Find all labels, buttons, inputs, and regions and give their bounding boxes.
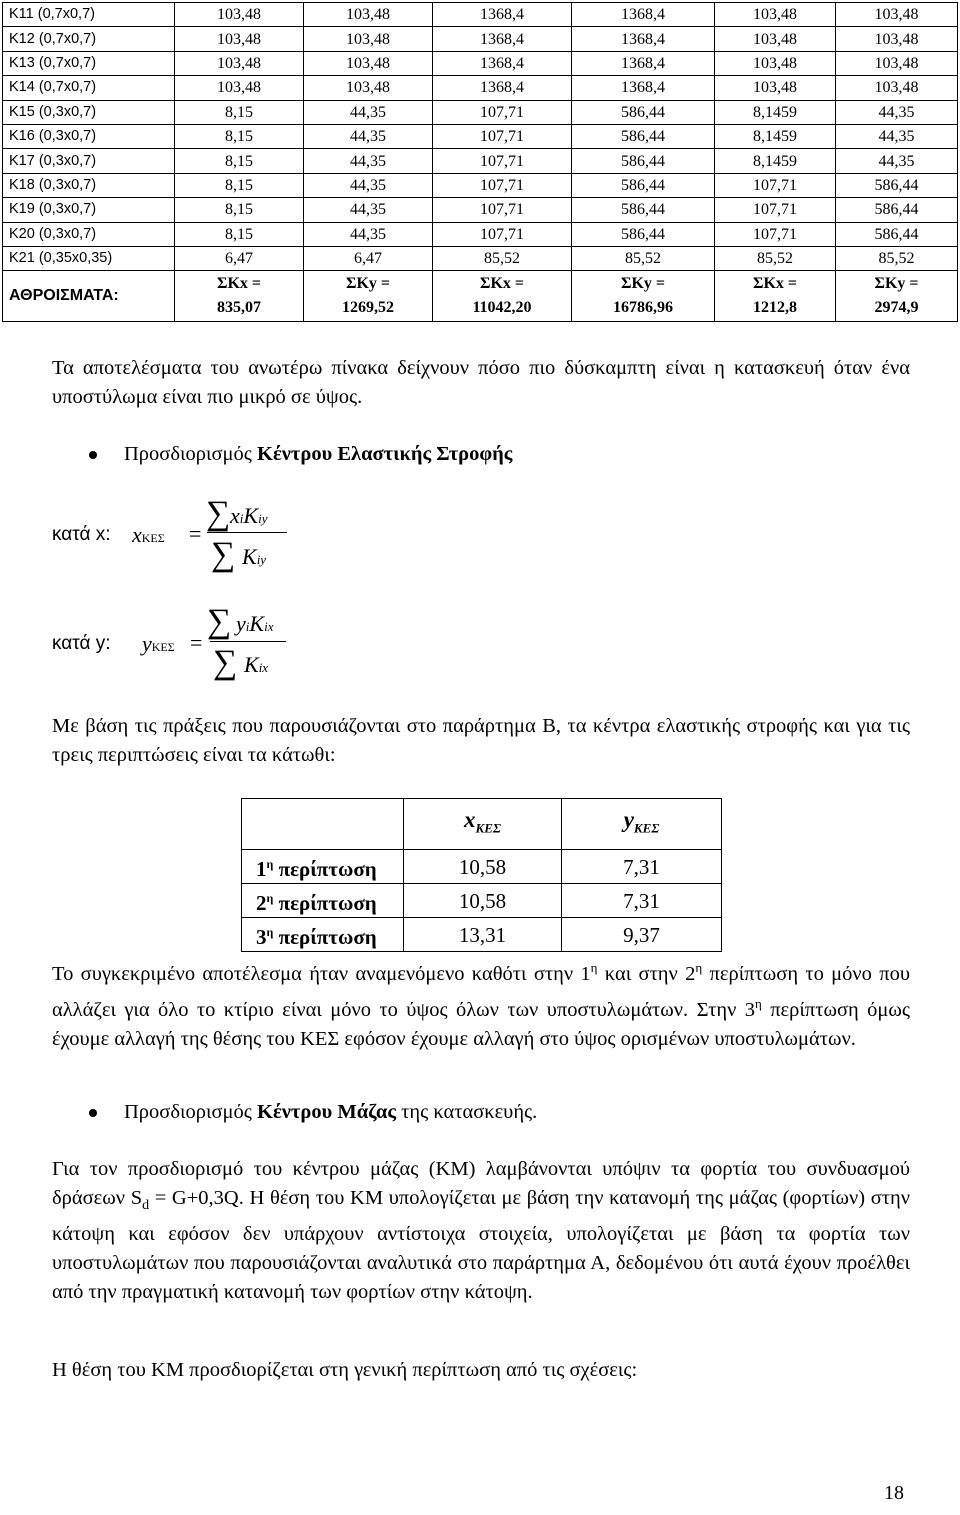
bullet-elastic-center: Προσδιορισμός Κέντρου Ελαστικής Στροφής xyxy=(124,443,513,465)
table-cell: 103,48 xyxy=(175,27,304,51)
table-cell: 586,44 xyxy=(572,173,715,197)
table-cell: 1368,4 xyxy=(572,51,715,75)
table-cell: 44,35 xyxy=(304,100,433,124)
table-cell: 8,15 xyxy=(175,198,304,222)
row-label: K11 (0,7x0,7) xyxy=(3,3,175,27)
table-cell: 103,48 xyxy=(715,76,836,100)
table-cell: 107,71 xyxy=(715,222,836,246)
bullet-icon xyxy=(89,1109,97,1117)
table-cell: 103,48 xyxy=(304,76,433,100)
sum-cell: ΣΚx = 11042,20 xyxy=(433,271,572,322)
table-cell: 586,44 xyxy=(572,198,715,222)
table-row xyxy=(3,3,958,27)
table-cell: 85,52 xyxy=(836,246,958,270)
table-cell: 44,35 xyxy=(304,198,433,222)
table-cell: 586,44 xyxy=(572,124,715,148)
table-cell: 103,48 xyxy=(836,27,958,51)
table-row xyxy=(3,173,958,197)
col-header-x: $x_{KE\Sigma}$ xyxy=(404,799,562,850)
table-cell: 586,44 xyxy=(836,173,958,197)
table-cell: 103,48 xyxy=(715,27,836,51)
sum-row xyxy=(3,271,958,322)
table-cell: 107,71 xyxy=(433,173,572,197)
row-label: K18 (0,3x0,7) xyxy=(3,173,175,197)
results-paragraph: Τα αποτελέσματα του ανωτέρω πίνακα δείχνουν πόσο πιο δύσκαμπτη είναι η κατασκευή όταν ένα υποστύλωμα είναι πιο μικρό σε ύψος. xyxy=(52,357,910,408)
table-row xyxy=(3,76,958,100)
sum-icon: ∑ xyxy=(207,603,232,640)
row-label: K21 (0,35x0,35) xyxy=(3,246,175,270)
table-cell: 107,71 xyxy=(433,198,572,222)
table-cell: 44,35 xyxy=(304,149,433,173)
table-row xyxy=(3,124,958,148)
sum-cell: ΣΚx = 835,07 xyxy=(175,271,304,322)
table-row xyxy=(3,149,958,173)
sum-icon: ∑ xyxy=(211,536,236,573)
table-cell: 107,71 xyxy=(715,198,836,222)
table-cell: 6,47 xyxy=(304,246,433,270)
table-row xyxy=(3,100,958,124)
table-cell: 1368,4 xyxy=(572,27,715,51)
table-cell: 1368,4 xyxy=(572,3,715,27)
table-cell: 107,71 xyxy=(433,124,572,148)
table-cell: 1368,4 xyxy=(572,76,715,100)
bullet-mass-center: Προσδιορισμός Κέντρου Μάζας της κατασκευής. xyxy=(124,1101,538,1123)
expected-paragraph: Το συγκεκριμένο αποτέλεσμα ήταν αναμενόμενο καθότι στην $1^\eta$ και στην $2^\eta$ περίπτωση το μόνο που αλλάζει για όλο το κτίριο είναι μόνο το ύψος όλων των υποστυλωμάτων. Στην $3^\eta$ περίπτωση όμως έχουμε αλλαγή της θέσης του ΚΕΣ εφόσον έχουμε αλλαγή στο ύψος ορισμένων υποστυλωμάτων. xyxy=(52,960,911,1050)
row-label: K13 (0,7x0,7) xyxy=(3,51,175,75)
table-row: $1^\eta$ περίπτωση 10,58 7,31 xyxy=(242,850,722,884)
row-label: K17 (0,3x0,7) xyxy=(3,149,175,173)
row-label: K20 (0,3x0,7) xyxy=(3,222,175,246)
table-cell: 8,15 xyxy=(175,124,304,148)
table-cell: 103,48 xyxy=(304,51,433,75)
table-cell: 8,1459 xyxy=(715,149,836,173)
sum-icon: ∑ xyxy=(213,644,238,681)
table-cell: 103,48 xyxy=(836,3,958,27)
table-cell: 103,48 xyxy=(715,51,836,75)
stiffness-table xyxy=(2,2,958,322)
table-cell: 586,44 xyxy=(572,222,715,246)
table-cell: 103,48 xyxy=(304,3,433,27)
table-cell: 103,48 xyxy=(175,76,304,100)
table-cell: 44,35 xyxy=(304,124,433,148)
table-row xyxy=(3,51,958,75)
table-cell: 586,44 xyxy=(572,100,715,124)
table-cell: 8,1459 xyxy=(715,124,836,148)
table-cell: 586,44 xyxy=(836,198,958,222)
table-row xyxy=(3,27,958,51)
col-header-y: $y_{KE\Sigma}$ xyxy=(562,799,722,850)
table-cell: 8,15 xyxy=(175,149,304,173)
table-cell: 44,35 xyxy=(304,173,433,197)
table-cell: 8,1459 xyxy=(715,100,836,124)
closing-paragraph: Η θέση του ΚΜ προσδιορίζεται στη γενική περίπτωση από τις σχέσεις: xyxy=(52,1359,638,1381)
table-row: $2^\eta$ περίπτωση 10,58 7,31 xyxy=(242,884,722,918)
table-cell: 103,48 xyxy=(175,51,304,75)
mass-paragraph: Για τον προσδιορισμό του κέντρου μάζας (ΚΜ) λαμβάνονται υπόψιν τα φορτία του συνδυασμού δράσεων $S_d = G+0,3Q$. Η θέση του ΚΜ υπολογίζεται με βάση την κατανομή της μάζας (φορτίων) στην κάτοψη και εφόσον δεν υπάρχουν αντίστοιχα στοιχεία, υπολογίζεται με βάση τα φορτία των υποστυλωμάτων που παρουσιάζονται αναλυτικά στο παράρτημα Α, δεδομένου ότι αυτά έχουν προέλθει από την πραγματική κατανομή των φορτίων στην κάτοψη. xyxy=(52,1158,910,1304)
row-label: K12 (0,7x0,7) xyxy=(3,27,175,51)
table-cell: 103,48 xyxy=(836,76,958,100)
basis-paragraph: Με βάση τις πράξεις που παρουσιάζονται στο παράρτημα Β, τα κέντρα ελαστικής στροφής και για τις τρεις περιπτώσεις είναι τα κάτωθι: xyxy=(52,715,910,766)
table-cell: 8,15 xyxy=(175,173,304,197)
table-cell: 44,35 xyxy=(836,124,958,148)
table-cell: 107,71 xyxy=(715,173,836,197)
table-cell: 103,48 xyxy=(175,3,304,27)
table-cell: 6,47 xyxy=(175,246,304,270)
sum-cell: ΣΚy = 1269,52 xyxy=(304,271,433,322)
page-number: 18 xyxy=(884,1482,904,1504)
table-cell: 85,52 xyxy=(572,246,715,270)
table-cell: 1368,4 xyxy=(433,76,572,100)
table-cell: 586,44 xyxy=(572,149,715,173)
table-cell: 8,15 xyxy=(175,222,304,246)
sum-cell: ΣΚy = 16786,96 xyxy=(572,271,715,322)
row-label: K19 (0,3x0,7) xyxy=(3,198,175,222)
table-cell: 85,52 xyxy=(715,246,836,270)
sum-cell: ΣΚx = 1212,8 xyxy=(715,271,836,322)
row-label: K16 (0,3x0,7) xyxy=(3,124,175,148)
table-cell: 44,35 xyxy=(836,149,958,173)
sum-cell: ΣΚy = 2974,9 xyxy=(836,271,958,322)
bullet-icon xyxy=(89,451,97,459)
table-cell: 1368,4 xyxy=(433,27,572,51)
sum-label: ΑΘΡΟΙΣΜΑΤΑ: xyxy=(3,271,175,322)
table-cell: 107,71 xyxy=(433,222,572,246)
sum-icon: ∑ xyxy=(206,495,231,532)
table-row xyxy=(3,222,958,246)
table-cell: 586,44 xyxy=(836,222,958,246)
table-cell: 1368,4 xyxy=(433,51,572,75)
table-cell: 44,35 xyxy=(304,222,433,246)
table-cell: 103,48 xyxy=(836,51,958,75)
table-cell: 1368,4 xyxy=(433,3,572,27)
table-cell: 107,71 xyxy=(433,149,572,173)
table-cell: 107,71 xyxy=(433,100,572,124)
table-row xyxy=(3,198,958,222)
table-row: $3^\eta$ περίπτωση 13,31 9,37 xyxy=(242,918,722,952)
kes-table xyxy=(241,798,722,952)
row-label: K15 (0,3x0,7) xyxy=(3,100,175,124)
table-cell: 8,15 xyxy=(175,100,304,124)
table-cell: 103,48 xyxy=(715,3,836,27)
table-cell: 44,35 xyxy=(836,100,958,124)
table-cell: 103,48 xyxy=(304,27,433,51)
row-label: K14 (0,7x0,7) xyxy=(3,76,175,100)
table-cell: 85,52 xyxy=(433,246,572,270)
table-row xyxy=(3,246,958,270)
